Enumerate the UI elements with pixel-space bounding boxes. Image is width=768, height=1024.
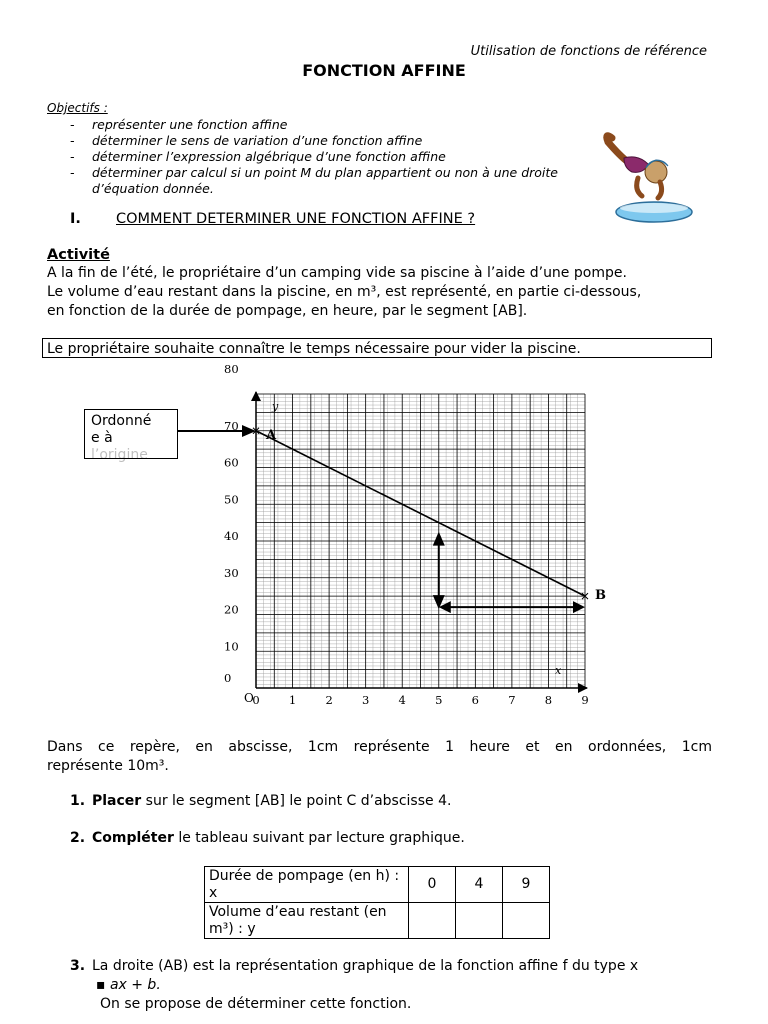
point-label-a: A [266, 427, 277, 443]
y-axis-label: y [272, 400, 279, 413]
callout-line: l’origine [91, 447, 148, 463]
question-number: 3. [70, 958, 86, 974]
x-tick-label: 3 [362, 693, 370, 707]
table-cell: 4 [456, 867, 503, 903]
question-text: le tableau suivant par lecture graphique. [173, 830, 465, 846]
x-tick-label: 8 [544, 693, 553, 707]
question-2 [70, 830, 465, 846]
y-tick-label: 10 [224, 639, 239, 654]
activity-paragraph-2: Le volume d’eau restant dans la piscine, en m³, est représenté, en partie ci-dessous, [47, 284, 642, 300]
arrow-head-right [573, 601, 585, 613]
section-heading [70, 211, 475, 227]
y-tick-label: 50 [224, 492, 239, 507]
objectives-list [68, 117, 588, 197]
x-tick-label: 6 [471, 693, 479, 707]
y-tick-label: 0 [224, 671, 232, 685]
problem-box: Le propriétaire souhaite connaître le temps nécessaire pour vider la piscine. [42, 338, 712, 358]
objective-item: - déterminer le sens de variation d’une fonction affine [68, 133, 588, 149]
table-header-volume: Volume d’eau restant (en m³) : y [205, 903, 409, 939]
section-number: I. [70, 211, 81, 227]
y-tick-label: 70 [224, 418, 239, 433]
y-tick-label: 40 [224, 529, 239, 543]
callout-line: e à [91, 430, 113, 446]
header-subtitle: Utilisation de fonctions de référence [470, 44, 707, 59]
objective-item: - déterminer par calcul si un point M du plan appartient ou non à une droite d’équation donnée. [68, 165, 588, 197]
table-cell-empty[interactable] [456, 903, 503, 939]
table-header-duration: Durée de pompage (en h) : x [205, 867, 409, 903]
question-verb: Compléter [92, 830, 174, 846]
y-tick-label: 30 [224, 565, 239, 580]
objectives-label: Objectifs : [47, 101, 108, 115]
volume-chart [200, 362, 620, 710]
page-title: FONCTION AFFINE [302, 61, 466, 80]
scale-text-line-1: Dans ce repère, en abscisse, 1cm représente 1 heure et en ordonnées, 1cm [47, 739, 712, 755]
objective-item: - déterminer l’expression algébrique d’une fonction affine [68, 149, 588, 165]
y-intercept-callout [84, 409, 178, 463]
origin-label: O [244, 691, 254, 705]
activity-paragraph-1: A la fin de l’été, le propriétaire d’un camping vide sa piscine à l’aide d’une pompe. [47, 265, 627, 281]
x-tick-label: 5 [435, 693, 443, 707]
question-text: sur le segment [AB] le point C d’abscisse 4. [141, 793, 452, 809]
diver-illustration [598, 128, 698, 228]
question-3-formula: ▪ ax + b. [96, 977, 161, 993]
question-3-text: On se propose de déterminer cette fonction. [100, 996, 412, 1012]
callout-arrow [178, 424, 258, 438]
question-verb: Placer [92, 793, 142, 809]
callout-line: Ordonné [91, 413, 152, 429]
question-number: 1. [70, 793, 86, 809]
question-3 [70, 958, 710, 974]
activity-paragraph-3: en fonction de la durée de pompage, en heure, par le segment [AB]. [47, 303, 528, 319]
question-text: La droite (AB) est la représentation graphique de la fonction affine f du type x [92, 958, 639, 974]
activity-title: Activité [47, 247, 110, 263]
y-tick-label: 80 [224, 362, 239, 376]
section-title: COMMENT DETERMINER UNE FONCTION AFFINE ? [116, 211, 476, 227]
x-tick-label: 2 [325, 693, 333, 707]
y-tick-label: 60 [224, 455, 239, 470]
x-axis-label: x [555, 664, 562, 677]
table-cell-empty[interactable] [409, 903, 456, 939]
reading-table [204, 866, 550, 939]
table-cell: 9 [503, 867, 550, 903]
x-tick-label: 0 [252, 693, 260, 707]
table-cell: 0 [409, 867, 456, 903]
table-row [205, 903, 550, 939]
scale-text-line-2: représente 10m³. [47, 758, 169, 774]
x-tick-label: 7 [508, 693, 516, 707]
table-cell-empty[interactable] [503, 903, 550, 939]
x-tick-label: 4 [398, 693, 406, 707]
point-label-b: B [595, 588, 606, 604]
y-tick-label: 20 [224, 602, 239, 617]
question-1 [70, 793, 451, 809]
objective-item: - représenter une fonction affine [68, 117, 588, 133]
question-number: 2. [70, 830, 86, 846]
x-tick-label: 9 [581, 693, 589, 707]
x-tick-label: 1 [288, 693, 297, 707]
table-row [205, 867, 550, 903]
